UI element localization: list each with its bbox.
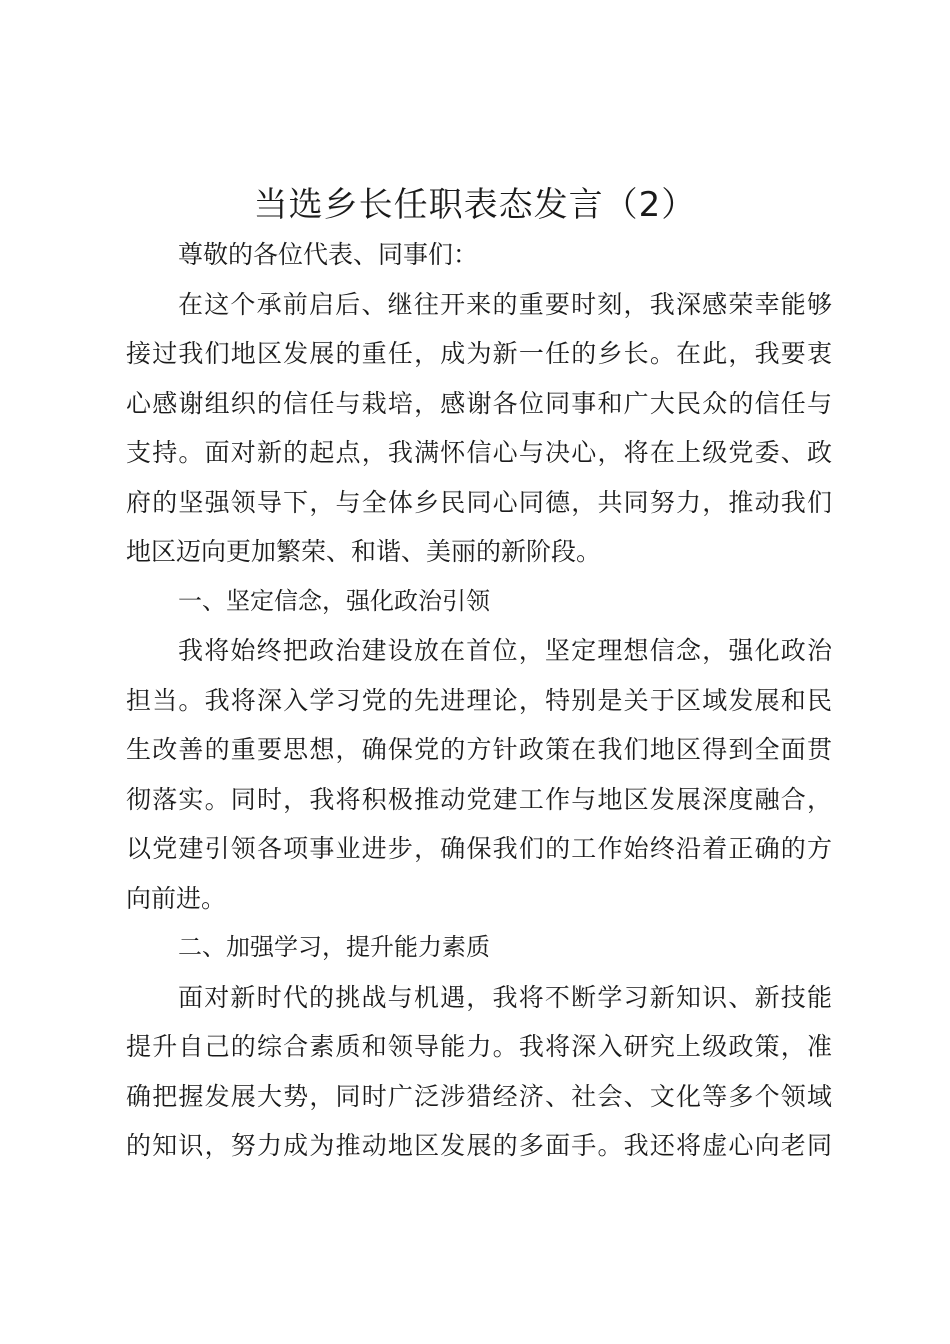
paragraph-1-line-5: 府的坚强领导下，与全体乡民同心同德，共同努力，推动我们	[126, 487, 832, 517]
paragraph-1-line-2: 接过我们地区发展的重任，成为新一任的乡长。在此，我要衷	[126, 339, 832, 368]
salutation: 尊敬的各位代表、同事们：	[178, 240, 479, 269]
paragraph-2-line-3: 生改善的重要思想，确保党的方针政策在我们地区得到全面贯	[126, 735, 832, 764]
paragraph-1-line-3: 心感谢组织的信任与栽培，感谢各位同事和广大民众的信任与	[126, 388, 832, 418]
paragraph-1-line-6: 地区迈向更加繁荣、和谐、美丽的新阶段。	[126, 537, 602, 566]
paragraph-2-line-5: 以党建引领各项事业进步，确保我们的工作始终沿着正确的方	[126, 834, 832, 863]
paragraph-1-line-1: 在这个承前启后、继往开来的重要时刻，我深感荣幸能够	[178, 289, 832, 319]
paragraph-3-line-2: 提升自己的综合素质和领导能力。我将深入研究上级政策，准	[126, 1032, 832, 1061]
paragraph-2-line-6: 向前进。	[126, 883, 227, 913]
paragraph-2-line-1: 我将始终把政治建设放在首位，坚定理想信念，强化政治	[178, 636, 832, 665]
section-heading-1: 一、坚定信念，强化政治引领	[178, 586, 490, 615]
paragraph-3-line-4: 的知识，努力成为推动地区发展的多面手。我还将虚心向老同	[126, 1131, 832, 1160]
paragraph-3-line-1: 面对新时代的挑战与机遇，我将不断学习新知识、新技能	[178, 982, 832, 1012]
paragraph-1-line-4: 支持。面对新的起点，我满怀信心与决心，将在上级党委、政	[126, 438, 832, 467]
paragraph-2-line-2: 担当。我将深入学习党的先进理论，特别是关于区域发展和民	[126, 685, 832, 715]
paragraph-2-line-4: 彻落实。同时，我将积极推动党建工作与地区发展深度融合，	[126, 784, 832, 814]
document-body	[126, 230, 832, 1171]
section-heading-2: 二、加强学习，提升能力素质	[178, 933, 490, 961]
document-title: 当选乡长任职表态发言（2）	[253, 185, 697, 225]
paragraph-3-line-3: 确把握发展大势，同时广泛涉猎经济、社会、文化等多个领域	[126, 1081, 832, 1111]
